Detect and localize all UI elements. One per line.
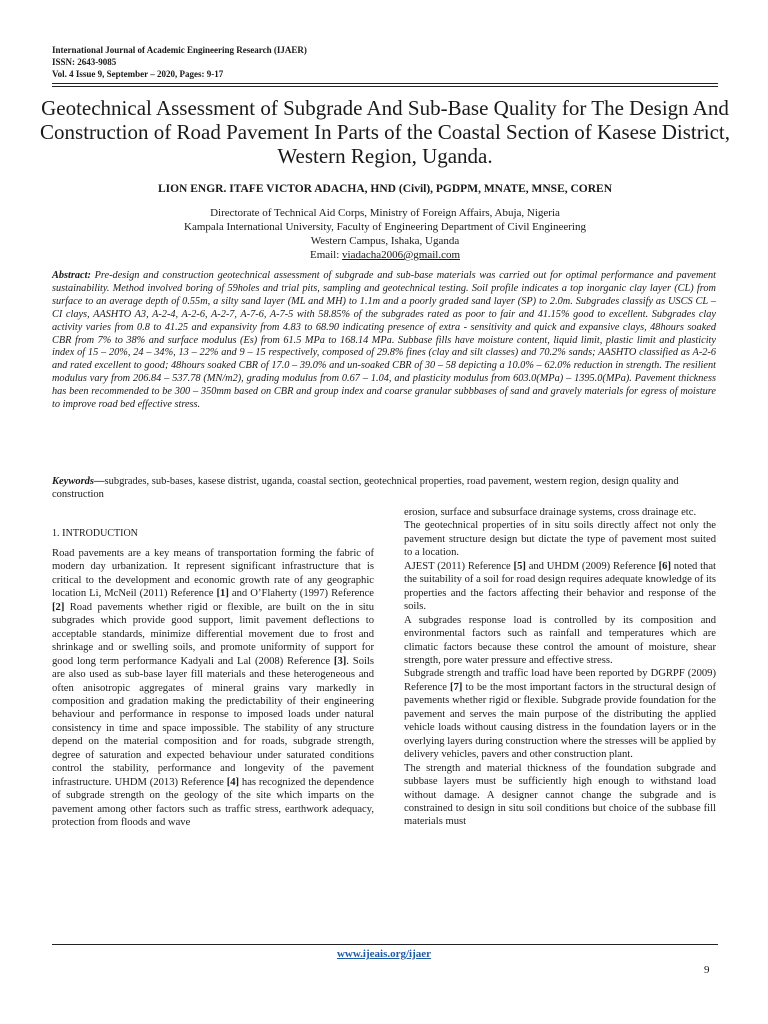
page-number: 9 bbox=[704, 964, 710, 976]
section-heading-introduction bbox=[52, 527, 138, 539]
paragraph-geotechnical: The geotechnical properties of in situ soils directly affect not only the pavement structure design but dictate the type of pavement most suited to a location. bbox=[404, 520, 716, 559]
abstract-label: Abstract: bbox=[52, 270, 91, 281]
reference-4: [4] bbox=[226, 776, 240, 788]
affiliation-line-2: Kampala International University, Faculty of Engineering Department of Civil Engineering bbox=[184, 221, 586, 233]
affiliation-line-3: Western Campus, Ishaka, Uganda bbox=[310, 235, 460, 247]
journal-name: International Journal of Academic Engineering Research (IJAER) bbox=[52, 45, 307, 55]
reference-7: [7] bbox=[450, 681, 463, 693]
reference-6: [6] bbox=[658, 560, 672, 572]
right-column bbox=[404, 506, 716, 829]
paragraph-ajest: AJEST (2011) Reference [5] and UHDM (2009) Reference [6] noted that the suitability of a soil for road design requires adequate knowledge of its properties and the factors affecting their behavior and response of the soils. bbox=[404, 560, 716, 613]
left-column bbox=[52, 547, 374, 830]
paragraph-response-load: A subgrades response load is controlled by its composition and environmental factors such as rainfall and temperatures which are climatic factors because these control the amount of moisture, shear strength, pore water pressure and effective stress. bbox=[404, 614, 716, 666]
affiliation-line-1: Directorate of Technical Aid Corps, Ministry of Foreign Affairs, Abuja, Nigeria bbox=[210, 207, 560, 219]
paragraph-traffic-load: Subgrade strength and traffic load have been reported by DGRPF (2009) Reference [7] to be the most important factors in the structural design of pavements whether rigid or flexible. Subgrade provide foundation for the pavement and serves the main purpose of the distributing the applied vehicle loads without causing distress in the foundation layers or in the overlying layers during construction where the stresses will be applied by delivery vehicles, pavers and other construction plant. bbox=[404, 668, 717, 761]
affiliation-block bbox=[40, 206, 730, 262]
email-link[interactable]: viadacha2006@gmail.com bbox=[342, 249, 461, 261]
journal-header bbox=[52, 44, 722, 80]
section-number: 1. bbox=[52, 528, 62, 539]
reference-5: [5] bbox=[513, 560, 526, 572]
author-line: LION ENGR. ITAFE VICTOR ADACHA, HND (Civil), PGDPM, MNATE, MNSE, COREN bbox=[157, 183, 613, 195]
reference-2: [2] bbox=[52, 601, 65, 613]
abstract bbox=[52, 270, 716, 412]
header-rule-bottom bbox=[52, 86, 718, 87]
reference-3: [3] bbox=[333, 655, 347, 667]
email-line bbox=[40, 248, 730, 262]
paragraph-continued: erosion, surface and subsurface drainage systems, cross drainage etc. bbox=[404, 507, 697, 518]
paper-title: Geotechnical Assessment of Subgrade And Sub-Base Quality for The Design And Construction of Road Pavement In Parts of the Coastal Section of Kasese District, Western Region, Uganda. bbox=[40, 96, 730, 168]
email-label: Email: bbox=[309, 249, 343, 261]
section-initial: I bbox=[62, 527, 66, 539]
header-rule-top bbox=[52, 83, 718, 84]
footer-url-link[interactable]: www.ijeais.org/ijaer bbox=[336, 948, 432, 960]
journal-issn: ISSN: 2643-9085 bbox=[52, 57, 117, 67]
keywords bbox=[52, 475, 716, 501]
journal-volume: Vol. 4 Issue 9, September – 2020, Pages: 9-17 bbox=[52, 69, 224, 79]
reference-1: [1] bbox=[216, 588, 229, 600]
section-rest: NTRODUCTION bbox=[65, 528, 138, 539]
footer-rule bbox=[52, 944, 718, 945]
paragraph-strength: The strength and material thickness of the foundation subgrade and subbase layers must be sufficiently high enough to withstand load without damage. A designer cannot change the subgrade and is constrained to design in situ soil conditions but choice of the subbase fill materials must bbox=[404, 762, 716, 828]
keywords-label: Keywords— bbox=[52, 476, 105, 487]
intro-paragraph: Road pavements are a key means of transportation forming the fabric of modern day urbanization. It represent significant infrastructure that is critical to the development and economic growth rate of any geographic location Li, McNeil (2011) Reference [1] and O’Flaherty (1997) Reference [2] Road pavements whether rigid or flexible, are built on the in situ subgrades which provide good support, limit pavement deflections to acceptable standards, minimize differential movement due to frost and shrinkage and or swelling soils, and promote uniformity of support for good long term performance Kadyali and Lal (2008) Reference [3]. Soils are also used as sub-base layer fill materials and these heterogeneous and often anisotropic aggregates of mineral grains vary markedly in composition and gradation making the predictability of their engineering behaviour and performance in response to imposed loads under natural consistency in time and space impossible. The stability of any structure depend on the material composition and for roads, subgrade strength, degree of saturation and expected behaviour under saturated conditions control the stability, performance and longevity of the pavement infrastructure. UHDM (2013) Reference [4] has recognized the dependence of subgrade strength on the geology of the site which imparts on the pavement among other factors such as traffic stress, earthwork adequacy, protection from floods and wave bbox=[52, 548, 374, 829]
keywords-text: subgrades, sub-bases, kasese distrist, uganda, coastal section, geotechnical properties, road pavement, western region, design quality and construction bbox=[52, 476, 679, 500]
abstract-text: Pre-design and construction geotechnical assessment of subgrade and sub-base materials was carried out for optimal performance and pavement sustainability. Method involved boring of 59holes and trial pits, sampling and geotechnical testing. Soil profile indicates a top inorganic clay layer (CL) from surface to an average depth of 0.55m, a silty sand layer (ML and MH) to 1.1m and a poorly graded sand layer (SP) to 2.0m. Subgrades classify as USCS CL – CI clays, AASHTO A3, A-2-4, A-2-6, A-2-7, A-7-6, A-7-5 with 58.85% of the subgrades rated as poor to fair and 41.15% good to excellent. Subgrades clay activity varies from 0.8 to 41.25 and expansivity from 4.83 to 68.90 indicating presence of extra - sensitivity and quick and expansive clays, 48hours soaked CBR from 7% to 38% and surface modulus (Es) from 61.5 MPa to 168.14 MPa. Subbase fills have moisture content, liquid limit, plastic limit and plasticity index of 15 – 20%, 24 – 34%, 13 – 22% and 9 – 15 respectively, composed of 29.8% fines (clay and silt classes) and 70.2% sands; AASHTO classified as A-2-6 and rated excellent to good; 48hours soaked CBR of 17.0 – 39.0% and un-soaked CBR of 30 – 58 depicting a 10.0% – 62.0% reduction in strength. The resilient modulus vary from 206.84 – 537.78 (MN/m2), grading modulus from 0.67 – 1.04, and plasticity modulus from 603.0(MPa) – 1395.0(MPa). Pavement thickness has been recommended to be 300 – 350mm based on CBR and group index and coarse granular subbbases of sand and gravely materials for egress of moisture to improve road bed effective stress. bbox=[52, 270, 716, 411]
